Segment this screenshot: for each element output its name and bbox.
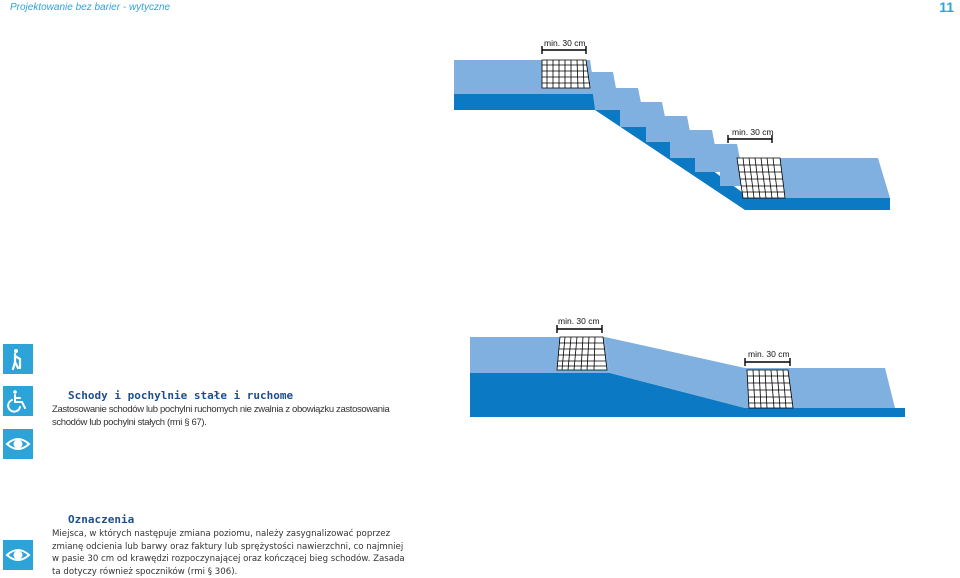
- tactile-grid-top: [542, 60, 590, 88]
- eye-icon: [3, 429, 33, 459]
- measure-ramp-bottom: [745, 358, 790, 366]
- tactile-grid-bottom: [737, 158, 785, 198]
- tactile-grid-ramp-bottom: [747, 370, 793, 408]
- measure-label-bottom: min. 30 cm: [732, 127, 774, 137]
- page-number: 11: [939, 0, 954, 15]
- measure-label-ramp-top: min. 30 cm: [558, 316, 600, 326]
- eye-icon: [3, 540, 33, 570]
- running-header: Projektowanie bez barier - wytyczne: [10, 2, 171, 13]
- wheelchair-icon: [3, 386, 33, 416]
- text-line: Miejsca, w których następuje zmiana poziomu, należy zasygnalizować poprzez: [52, 529, 391, 539]
- section-text-stairs: [52, 404, 422, 429]
- text-line: ta dotyczy również spoczników (rmi § 306).: [52, 566, 238, 577]
- text-line: schodów lub pochylni stałych (rmi § 67).: [52, 416, 207, 428]
- text-line: w pasie 30 cm od krawędzi rozpoczynającej oraz kończącej bieg schodów. Zasada: [52, 554, 405, 564]
- ramp-diagram: [465, 312, 910, 422]
- section-text-markings: [52, 528, 422, 578]
- person-with-cane-icon: [3, 344, 33, 374]
- text-line: Zastosowanie schodów lub pochylni ruchomych nie zwalnia z obowiązku zastosowania: [52, 404, 390, 415]
- tactile-grid-ramp-top: [557, 337, 607, 370]
- measure-label-top: min. 30 cm: [544, 38, 586, 48]
- measure-label-ramp-bottom: min. 30 cm: [748, 349, 790, 359]
- text-line: zmianę odcienia lub barwy oraz faktury lub sprężystości nawierzchni, co najmniej: [52, 541, 404, 552]
- section-title-stairs: Schody i pochylnie stałe i ruchome: [68, 389, 294, 402]
- section-title-markings: Oznaczenia: [68, 513, 135, 526]
- stairs-diagram: [450, 30, 900, 215]
- measure-ramp-top: [557, 325, 602, 333]
